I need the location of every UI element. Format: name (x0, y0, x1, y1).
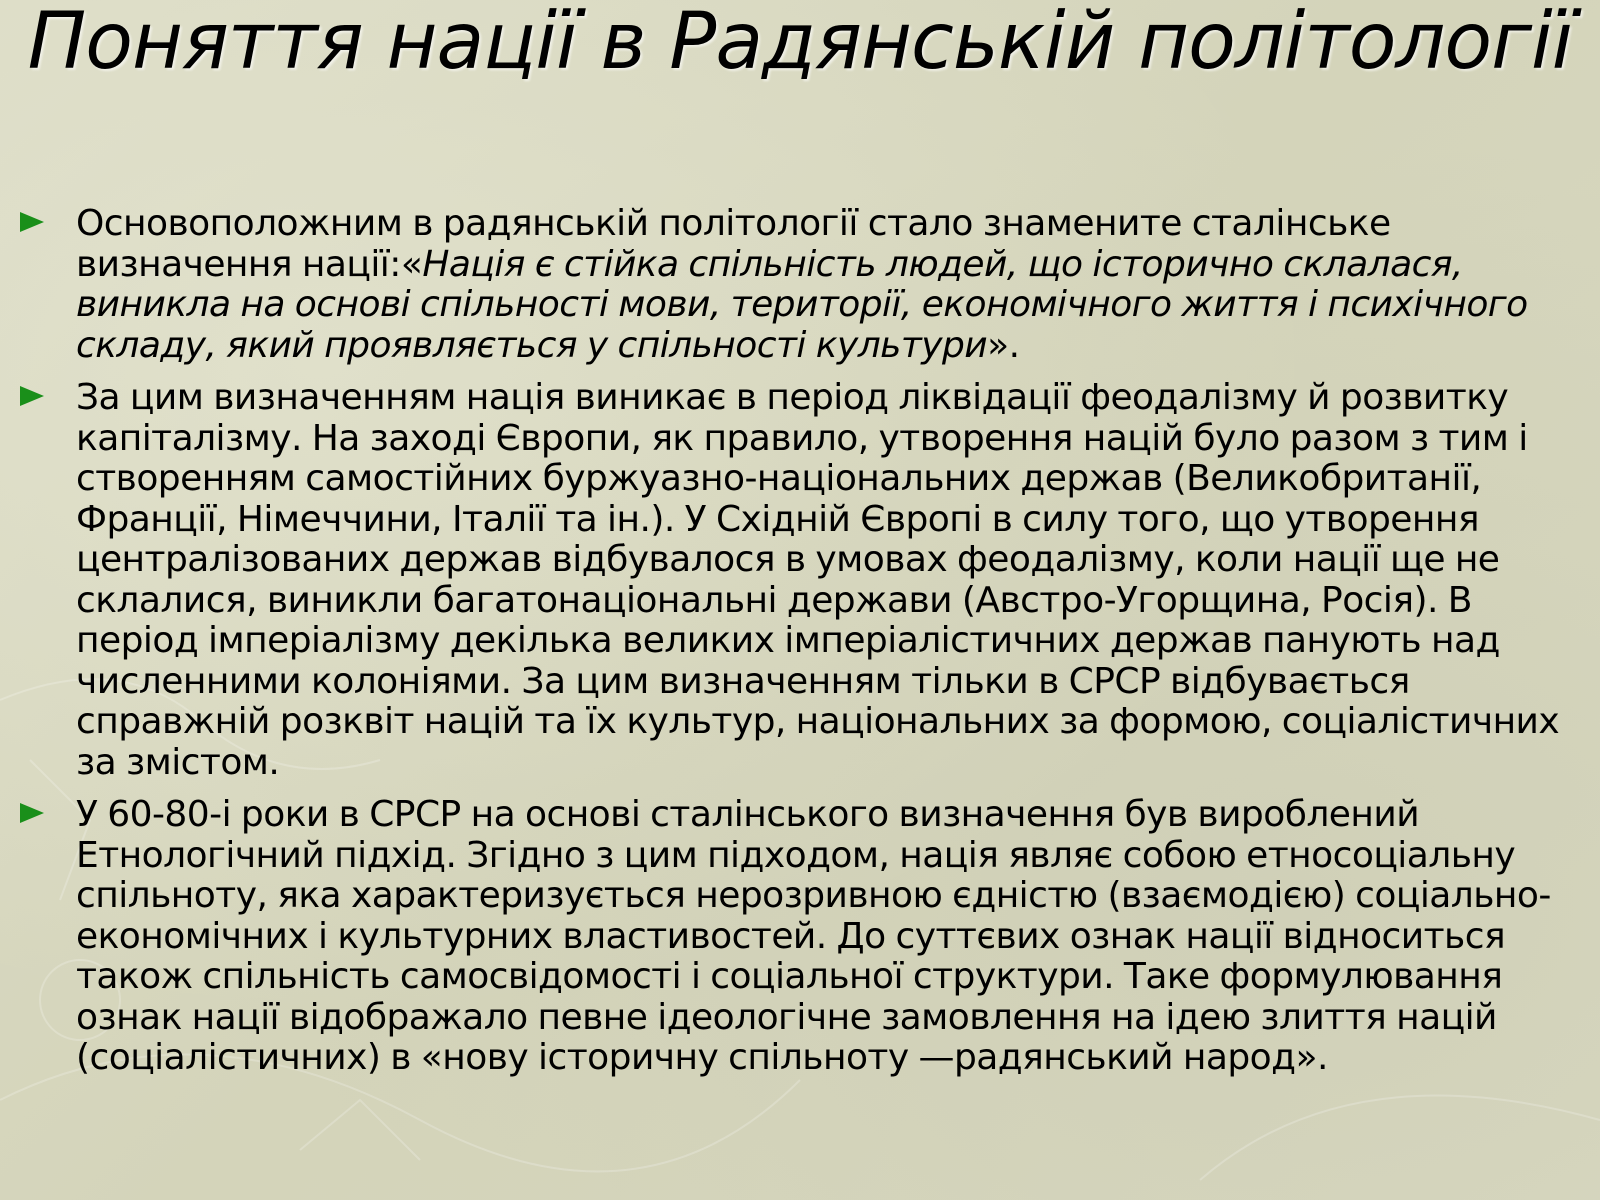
bullet-text-after: ». (987, 324, 1020, 366)
bullet-item-definition (0, 204, 1600, 366)
triangle-bullet-icon (20, 803, 44, 823)
bullet-text: За цим визначенням нація виникає в період ліквідації феодалізму й розвитку капіталізму. На заході Європи, як правило, утворення націй було разом з тим і створенням самостійних буржуазно-національних держав (Великобританії, Франції, Німеччини, Італії та ін.). У Східній Європі в силу того, що утворення централізованих держав відбувалося в умовах феодалізму, коли нації ще не склалися, виникли багатонаціональні держави (Австро-Угорщина, Росія). В період імперіалізму декілька великих імперіалістичних держав панують над численними колоніями. За цим визначенням тільки в СРСР відбувається справжній розквіт націй та їх культур, національних за формою, соціалістичних за змістом. (76, 377, 1560, 783)
triangle-bullet-icon (20, 386, 44, 406)
slide-title: Поняття нації в Радянській політології (27, 0, 1573, 87)
bullet-text: У 60-80-і роки в СРСР на основі сталінського визначення був вироблений Етнологічний підхід. Згідно з цим підходом, нація являє собою етносоціальну спільноту, яка характеризується нерозривною єдністю (взаємодією) соціально-економічних і культурних властивостей. До суттєвих ознак нації відноситься також спільність самосвідомості і соціальної структури. Таке формулювання ознак нації відображало певне ідеологічне замовлення на ідею злиття націй (соціалістичних) в «нову історичну спільноту —радянський народ». (76, 794, 1551, 1078)
bullet-list (0, 204, 1600, 1091)
bullet-text-quote: Нація є стійка спільність людей, що історично склалася, виникла на основі спільності мови, території, економічного життя і психічного складу, який проявляється у спільності культури (76, 243, 1528, 366)
bullet-item-ethnological-approach (0, 795, 1600, 1079)
triangle-bullet-icon (20, 212, 44, 232)
bullet-text-before: Основоположним в радянській політології стало знамените сталінське визначення нації:« (76, 203, 1391, 285)
bullet-item-emergence (0, 378, 1600, 783)
